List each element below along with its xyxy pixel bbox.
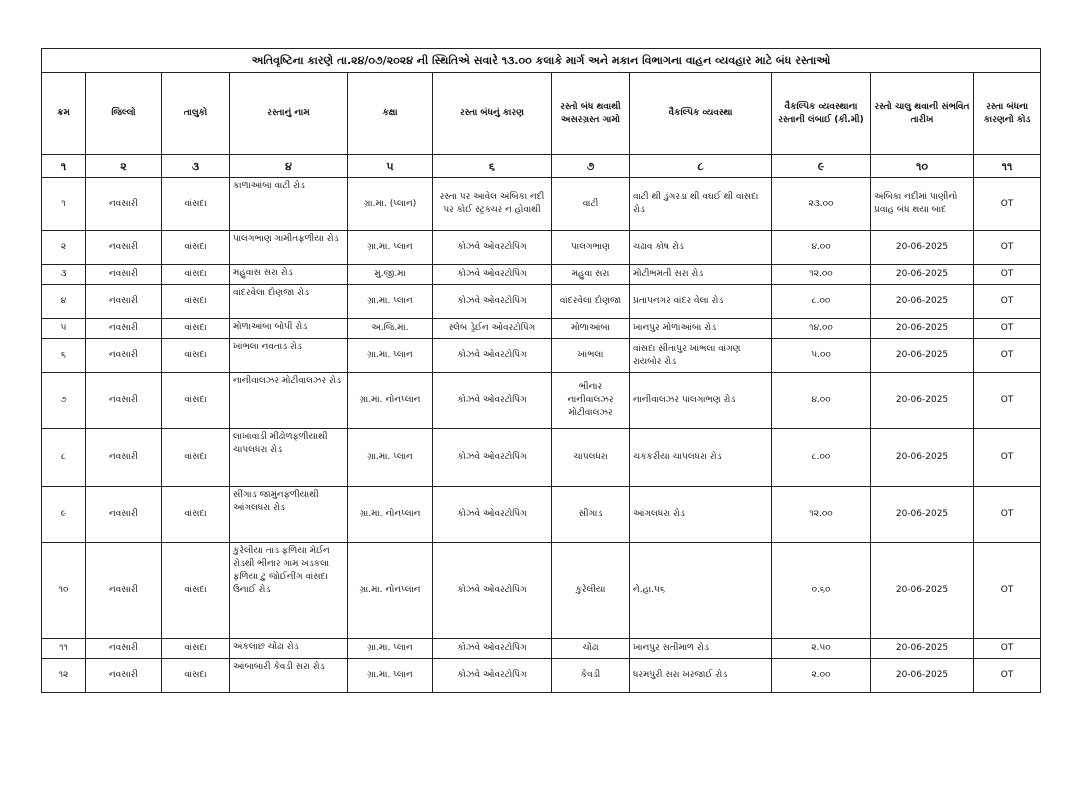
affected-villages-cell: ચાપલધરા xyxy=(552,429,630,487)
district-cell: નવસારી xyxy=(86,339,162,373)
column-number: ૧૧ xyxy=(974,155,1041,178)
alternative-route-cell: ધરમપુરી સરા ખરજાઈ રોડ xyxy=(630,659,772,693)
sr-cell: ૬ xyxy=(42,339,86,373)
district-cell: નવસારી xyxy=(86,285,162,319)
taluka-cell: વાંસદા xyxy=(162,543,230,639)
sr-cell: ૧ xyxy=(42,178,86,231)
taluka-cell: વાંસદા xyxy=(162,285,230,319)
reason-cell: કોઝવે ઓવરટોપિંગ xyxy=(433,339,552,373)
reopen-date-cell: 20-06-2025 xyxy=(871,487,974,543)
alternative-route-cell: ખાનપુર સતીમાળ રોડ xyxy=(630,639,772,659)
alternative-route-cell: ખાનપુર મોળાઆંબા રોડ xyxy=(630,319,772,339)
reason-code-cell: OT xyxy=(974,319,1041,339)
column-header: રસ્તા બંધનું કારણ xyxy=(433,73,552,155)
alt-length-cell: ૮.૦૦ xyxy=(772,285,871,319)
district-cell: નવસારી xyxy=(86,231,162,265)
table-row xyxy=(42,178,1041,231)
affected-villages-cell: કુરેલીયા xyxy=(552,543,630,639)
sr-cell: ૧૧ xyxy=(42,639,86,659)
column-header: રસ્તો બંધ થવાથી અસરગ્રસ્ત ગામો xyxy=(552,73,630,155)
taluka-cell: વાંસદા xyxy=(162,429,230,487)
category-cell: ગ્રા.મા. નોનપ્લાન xyxy=(348,543,433,639)
column-header-row xyxy=(42,73,1041,155)
category-cell: ગ્રા.મા. પ્લાન xyxy=(348,639,433,659)
reopen-date-cell: અંબિકા નદીમાં પાણીનો પ્રવાહ બંધ થયા બાદ xyxy=(871,178,974,231)
reopen-date-cell: 20-06-2025 xyxy=(871,265,974,285)
affected-villages-cell: પાલગભાણ xyxy=(552,231,630,265)
alternative-route-cell: મોટીભમતી સરા રોડ xyxy=(630,265,772,285)
affected-villages-cell: કેવડી xyxy=(552,659,630,693)
reopen-date-cell: 20-06-2025 xyxy=(871,231,974,265)
column-number: ૭ xyxy=(552,155,630,178)
table-row xyxy=(42,339,1041,373)
reason-code-cell: OT xyxy=(974,339,1041,373)
reason-code-cell: OT xyxy=(974,231,1041,265)
sr-cell: ૮ xyxy=(42,429,86,487)
table-row xyxy=(42,487,1041,543)
road-name-cell: કુરેલીયા તાડ ફળિયા મેઈન રોડથી ભીનાર ગામ ખડકલા ફળિયા ટુ જોઈનીંગ વાંસદા ઉનાઈ રોડ xyxy=(230,543,348,639)
reason-cell: કોઝવે ઓવરટોપિંગ xyxy=(433,659,552,693)
taluka-cell: વાંસદા xyxy=(162,373,230,429)
reason-code-cell: OT xyxy=(974,373,1041,429)
category-cell: ગ્રા.મા. પ્લાન xyxy=(348,429,433,487)
reopen-date-cell: 20-06-2025 xyxy=(871,285,974,319)
reopen-date-cell: 20-06-2025 xyxy=(871,373,974,429)
reason-cell: કોઝવે ઓવરટોપિંગ xyxy=(433,639,552,659)
road-name-cell: મહુવાસ સરા રોડ xyxy=(230,265,348,285)
table-title: અતિવૃષ્ટિના કારણે તા.૨૪/૦૭/૨૦૨૪ ની સ્થિતિએ સવારે ૧૩.૦૦ કલાકે માર્ગ અને મકાન વિભાગના વાહન વ્યવહાર માટે બંધ રસ્તાઓ xyxy=(42,49,1041,73)
alternative-route-cell: વાટી થી ડુંગરડા થી વઘઈ થી વાંસદા રોડ xyxy=(630,178,772,231)
alt-length-cell: ૨.૦૦ xyxy=(772,659,871,693)
sr-cell: ૨ xyxy=(42,231,86,265)
district-cell: નવસારી xyxy=(86,543,162,639)
road-name-cell: ખાંભલા નવતાડ રોડ xyxy=(230,339,348,373)
alt-length-cell: ૧૨.૦૦ xyxy=(772,487,871,543)
taluka-cell: વાંસદા xyxy=(162,265,230,285)
taluka-cell: વાંસદા xyxy=(162,178,230,231)
column-number: ૧૦ xyxy=(871,155,974,178)
reason-cell: કોઝવે ઓવરટોપિંગ xyxy=(433,265,552,285)
alternative-route-cell: વાંસદા સીતાપુર ખાંભલા વાંગણ રાયબોર રોડ xyxy=(630,339,772,373)
alternative-route-cell: પ્રતાપનગર વાંદર વેલા રોડ xyxy=(630,285,772,319)
closed-roads-table xyxy=(41,48,1041,693)
reopen-date-cell: 20-06-2025 xyxy=(871,639,974,659)
alt-length-cell: ૨.૫૦ xyxy=(772,639,871,659)
category-cell: ગ્રા.મા. પ્લાન xyxy=(348,285,433,319)
road-name-cell: નાનીવાલઝર મોટીવાલઝર રોડ xyxy=(230,373,348,429)
category-cell: અ.જિ.મા. xyxy=(348,319,433,339)
column-number: ૬ xyxy=(433,155,552,178)
column-number: ૨ xyxy=(86,155,162,178)
road-name-cell: કાળાઆંબા વાટી રોડ xyxy=(230,178,348,231)
affected-villages-cell: સીંગાડ xyxy=(552,487,630,543)
reason-code-cell: OT xyxy=(974,659,1041,693)
alternative-route-cell: ને.હા.૫૬ xyxy=(630,543,772,639)
column-header: જિલ્લો xyxy=(86,73,162,155)
reopen-date-cell: 20-06-2025 xyxy=(871,543,974,639)
reason-code-cell: OT xyxy=(974,543,1041,639)
district-cell: નવસારી xyxy=(86,265,162,285)
road-name-cell: મોળાઆંબા બોપી રોડ xyxy=(230,319,348,339)
table-row xyxy=(42,543,1041,639)
category-cell: ગ્રા.મા. (પ્લાન) xyxy=(348,178,433,231)
sr-cell: ૫ xyxy=(42,319,86,339)
alt-length-cell: ૮.૦૦ xyxy=(772,429,871,487)
sr-cell: ૩ xyxy=(42,265,86,285)
table-row xyxy=(42,231,1041,265)
column-header: તાલુકો xyxy=(162,73,230,155)
category-cell: મુ.જી.મા xyxy=(348,265,433,285)
sr-cell: ૭ xyxy=(42,373,86,429)
table-body xyxy=(42,178,1041,693)
reason-code-cell: OT xyxy=(974,429,1041,487)
column-number: ૮ xyxy=(630,155,772,178)
column-number: ૫ xyxy=(348,155,433,178)
affected-villages-cell: વાટી xyxy=(552,178,630,231)
alt-length-cell: ૧૪.૦૦ xyxy=(772,319,871,339)
reason-code-cell: OT xyxy=(974,285,1041,319)
column-header: વૈકલ્પિક વ્યવસ્થા xyxy=(630,73,772,155)
table-row xyxy=(42,265,1041,285)
column-header: રસ્તાનું નામ xyxy=(230,73,348,155)
table-row xyxy=(42,659,1041,693)
sr-cell: ૧૦ xyxy=(42,543,86,639)
alternative-route-cell: ચકકરીયા ચાપલધરા રોડ xyxy=(630,429,772,487)
alt-length-cell: ૧૨.૦૦ xyxy=(772,265,871,285)
alt-length-cell: ૨૩.૦૦ xyxy=(772,178,871,231)
reason-code-cell: OT xyxy=(974,178,1041,231)
column-number: ૧ xyxy=(42,155,86,178)
sr-cell: ૪ xyxy=(42,285,86,319)
taluka-cell: વાંસદા xyxy=(162,639,230,659)
category-cell: ગ્રા.મા. પ્લાન xyxy=(348,659,433,693)
district-cell: નવસારી xyxy=(86,178,162,231)
district-cell: નવસારી xyxy=(86,639,162,659)
sr-cell: ૯ xyxy=(42,487,86,543)
affected-villages-cell: ભીનાર નાનીવાલઝર મોટીવાલઝર xyxy=(552,373,630,429)
sr-cell: ૧૨ xyxy=(42,659,86,693)
column-header: ક્રમ xyxy=(42,73,86,155)
column-header: વૈકલ્પિક વ્યવસ્થાના રસ્તાની લંબાઈ (કી.મી) xyxy=(772,73,871,155)
taluka-cell: વાંસદા xyxy=(162,231,230,265)
reopen-date-cell: 20-06-2025 xyxy=(871,429,974,487)
affected-villages-cell: વાંદરવેલા દોણજા xyxy=(552,285,630,319)
column-number: ૯ xyxy=(772,155,871,178)
reason-cell: કોઝવે ઓવરટોપિંગ xyxy=(433,231,552,265)
table-row xyxy=(42,429,1041,487)
road-name-cell: વાંદરવેલા દોણજા રોડ xyxy=(230,285,348,319)
reason-cell: કોઝવે ઓવરટોપિંગ xyxy=(433,429,552,487)
alt-length-cell: ૦.૬૦ xyxy=(772,543,871,639)
district-cell: નવસારી xyxy=(86,659,162,693)
road-name-cell: સીંગાડ જામુનફળીયાથી આંગલધરા રોડ xyxy=(230,487,348,543)
column-header: રસ્તા બંધના કારણનો કોડ xyxy=(974,73,1041,155)
affected-villages-cell: ખાંભલા xyxy=(552,339,630,373)
column-number-row xyxy=(42,155,1041,178)
taluka-cell: વાંસદા xyxy=(162,487,230,543)
taluka-cell: વાંસદા xyxy=(162,319,230,339)
column-header: કક્ષા xyxy=(348,73,433,155)
district-cell: નવસારી xyxy=(86,373,162,429)
reason-cell: કોઝવે ઓવરટોપિંગ xyxy=(433,285,552,319)
column-number: ૪ xyxy=(230,155,348,178)
table-row xyxy=(42,373,1041,429)
table-row xyxy=(42,639,1041,659)
reason-code-cell: OT xyxy=(974,487,1041,543)
alt-length-cell: ૫.૦૦ xyxy=(772,339,871,373)
table-row xyxy=(42,285,1041,319)
category-cell: ગ્રા.મા. પ્લાન xyxy=(348,339,433,373)
road-name-cell: પાલગભાણ ગામીતફળીયા રોડ xyxy=(230,231,348,265)
column-number: ૩ xyxy=(162,155,230,178)
district-cell: નવસારી xyxy=(86,319,162,339)
category-cell: ગ્રા.મા. નોનપ્લાન xyxy=(348,487,433,543)
closed-roads-sheet xyxy=(41,48,1040,693)
reason-cell: કોઝવે ઓવરટોપિંગ xyxy=(433,373,552,429)
reopen-date-cell: 20-06-2025 xyxy=(871,319,974,339)
alt-length-cell: ૪.૦૦ xyxy=(772,373,871,429)
reason-cell: કોઝવે ઓવરટોપિંગ xyxy=(433,543,552,639)
reason-code-cell: OT xyxy=(974,265,1041,285)
affected-villages-cell: ચોંઢા xyxy=(552,639,630,659)
affected-villages-cell: મોળાઆંબા xyxy=(552,319,630,339)
taluka-cell: વાંસદા xyxy=(162,659,230,693)
category-cell: ગ્રા.મા. નોનપ્લાન xyxy=(348,373,433,429)
affected-villages-cell: મહુવા સરા xyxy=(552,265,630,285)
reopen-date-cell: 20-06-2025 xyxy=(871,659,974,693)
reason-cell: કોઝવે ઓવરટોપિંગ xyxy=(433,487,552,543)
alternative-route-cell: ચઢાવ કોષ રોડ xyxy=(630,231,772,265)
taluka-cell: વાંસદા xyxy=(162,339,230,373)
reopen-date-cell: 20-06-2025 xyxy=(871,339,974,373)
reason-code-cell: OT xyxy=(974,639,1041,659)
reason-cell: સ્લેબ ડ્રેઈન ઓવરટોપિંગ xyxy=(433,319,552,339)
table-row xyxy=(42,319,1041,339)
road-name-cell: અંકલાછ ચોંઢા રોડ xyxy=(230,639,348,659)
alternative-route-cell: આંગલધરા રોડ xyxy=(630,487,772,543)
district-cell: નવસારી xyxy=(86,487,162,543)
alt-length-cell: ૪.૦૦ xyxy=(772,231,871,265)
district-cell: નવસારી xyxy=(86,429,162,487)
road-name-cell: લાખાવાડી મીંઢોળફળીયાથી ચાપલધરા રોડ xyxy=(230,429,348,487)
reason-cell: રસ્તા પર આવેલ અંબિકા નદી પર કોઈ સ્ટ્રક્ચર ન હોવાથી xyxy=(433,178,552,231)
road-name-cell: આંબાબારી કેવડી સરા રોડ xyxy=(230,659,348,693)
column-header: રસ્તો ચાલુ થવાની સંભવિત તારીખ xyxy=(871,73,974,155)
alternative-route-cell: નાનીવાલઝર પાલગાભણ રોડ xyxy=(630,373,772,429)
category-cell: ગ્રા.મા. પ્લાન xyxy=(348,231,433,265)
